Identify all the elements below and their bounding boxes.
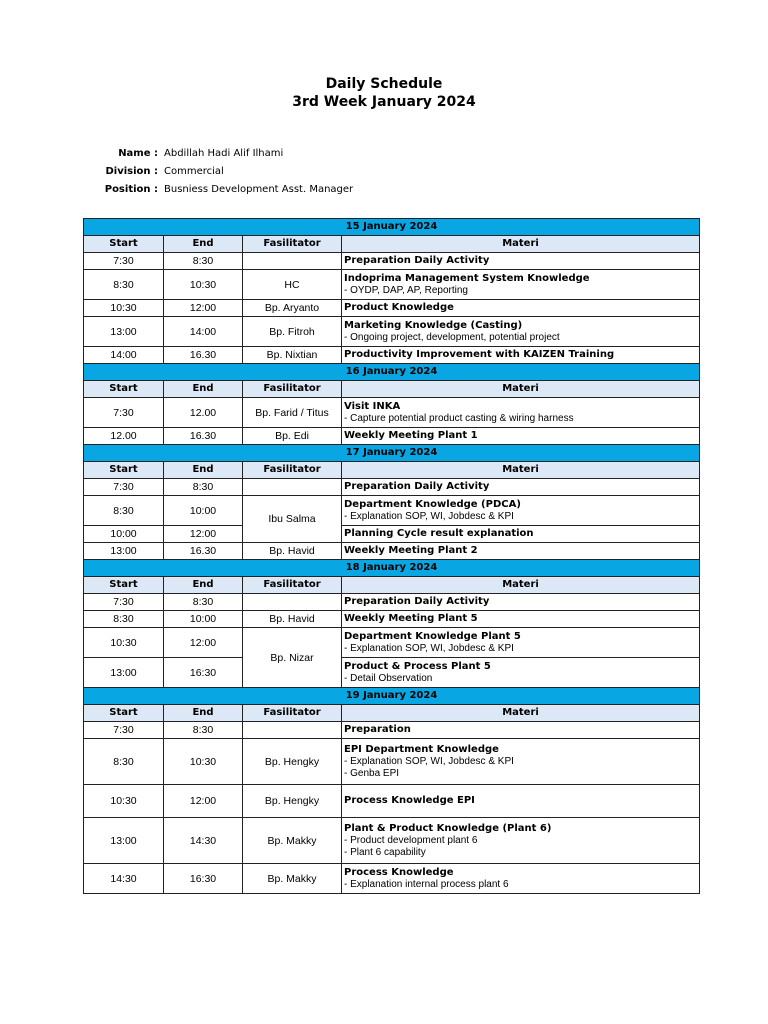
column-header-row [84,705,700,722]
end-time: 16.30 [164,428,243,445]
materi-title: Preparation Daily Activity [344,481,490,492]
day-header-row [84,445,700,462]
materi-title: Weekly Meeting Plant 2 [344,545,478,556]
start-time: 8:30 [84,270,164,300]
day-date: 18 January 2024 [84,560,700,577]
end-time: 16.30 [164,347,243,364]
materi-title: Weekly Meeting Plant 1 [344,430,478,441]
end-time: 10:30 [164,739,243,785]
end-time: 8:30 [164,253,243,270]
materi-title: Indoprima Management System Knowledge [344,272,590,284]
start-time: 10:30 [84,628,164,658]
materi-title: Productivity Improvement with KAIZEN Training [344,349,615,360]
day-date: 17 January 2024 [84,445,700,462]
start-time: 7:30 [84,398,164,428]
materi-title: Process Knowledge [344,866,454,878]
materi-detail: - Explanation internal process plant 6 [344,878,509,890]
materi-cell [342,270,700,300]
col-materi-header: Materi [342,577,700,594]
materi-cell [342,300,700,317]
materi-detail: - Explanation SOP, WI, Jobdesc & KPI [344,642,514,654]
start-time: 7:30 [84,479,164,496]
materi-title: Preparation Daily Activity [344,596,490,607]
materi-cell [342,611,700,628]
division-label: Division : [105,166,158,177]
materi-title: Department Knowledge Plant 5 [344,630,521,642]
facilitator: Bp. Nizar [243,628,342,688]
column-header-row [84,462,700,479]
facilitator [243,594,342,611]
col-start-header: Start [84,705,164,722]
col-facilitator-header: Fasilitator [243,381,342,398]
start-time: 8:30 [84,496,164,526]
facilitator: Bp. Aryanto [243,300,342,317]
start-time: 8:30 [84,611,164,628]
start-time: 14:00 [84,347,164,364]
facilitator: Bp. Edi [243,428,342,445]
materi-detail: - Product development plant 6 [344,834,478,846]
table-row [84,479,700,496]
facilitator: Bp. Havid [243,611,342,628]
day-date: 16 January 2024 [84,364,700,381]
start-time: 7:30 [84,594,164,611]
table-row [84,543,700,560]
col-start-header: Start [84,381,164,398]
materi-title: Visit INKA [344,400,401,412]
materi-detail: - Explanation SOP, WI, Jobdesc & KPI [344,755,514,767]
position-label: Position : [104,184,158,195]
table-row [84,594,700,611]
info-division-row [80,166,224,177]
end-time: 16:30 [164,864,243,894]
materi-title: Process Knowledge EPI [344,795,475,806]
materi-cell [342,658,700,688]
end-time: 10:30 [164,270,243,300]
start-time: 10:30 [84,785,164,818]
materi-detail: - Plant 6 capability [344,846,426,858]
facilitator: Bp. Makky [243,818,342,864]
materi-cell [342,398,700,428]
name-label: Name : [118,148,158,159]
end-time: 14:30 [164,818,243,864]
materi-title: Planning Cycle result explanation [344,528,534,539]
start-time: 10:00 [84,526,164,543]
facilitator: Bp. Fitroh [243,317,342,347]
materi-cell [342,253,700,270]
table-row [84,739,700,785]
start-time: 7:30 [84,722,164,739]
materi-cell [342,496,700,526]
col-facilitator-header: Fasilitator [243,236,342,253]
table-row [84,611,700,628]
materi-title: Product & Process Plant 5 [344,660,491,672]
col-end-header: End [164,236,243,253]
info-name-row [80,148,283,159]
table-row [84,785,700,818]
col-start-header: Start [84,462,164,479]
table-row [84,722,700,739]
column-header-row [84,381,700,398]
table-row [84,496,700,526]
day-header-row [84,688,700,705]
materi-cell [342,722,700,739]
col-end-header: End [164,462,243,479]
materi-title: Weekly Meeting Plant 5 [344,613,478,624]
materi-detail: - Explanation SOP, WI, Jobdesc & KPI [344,510,514,522]
materi-cell [342,479,700,496]
facilitator: Bp. Hengky [243,785,342,818]
col-materi-header: Materi [342,462,700,479]
day-date: 15 January 2024 [84,219,700,236]
materi-cell [342,785,700,818]
position-value: Busniess Development Asst. Manager [164,184,354,195]
column-header-row [84,236,700,253]
end-time: 12:00 [164,785,243,818]
facilitator [243,722,342,739]
day-header-row [84,364,700,381]
table-row [84,428,700,445]
facilitator: Ibu Salma [243,496,342,543]
name-value: Abdillah Hadi Alif Ilhami [164,148,284,159]
table-row [84,317,700,347]
end-time: 12:00 [164,628,243,658]
division-value: Commercial [164,166,224,177]
materi-cell [342,317,700,347]
start-time: 13:00 [84,818,164,864]
col-start-header: Start [84,577,164,594]
materi-detail: - OYDP, DAP, AP, Reporting [344,284,468,296]
facilitator: Bp. Nixtian [243,347,342,364]
facilitator: HC [243,270,342,300]
table-row [84,526,700,543]
column-header-row [84,577,700,594]
materi-cell [342,818,700,864]
materi-detail: - Genba EPI [344,767,400,779]
col-end-header: End [164,577,243,594]
start-time: 7:30 [84,253,164,270]
end-time: 12:00 [164,526,243,543]
materi-cell [342,428,700,445]
info-position-row [80,184,353,195]
col-end-header: End [164,705,243,722]
start-time: 13:00 [84,658,164,688]
table-row [84,864,700,894]
col-materi-header: Materi [342,236,700,253]
materi-title: Marketing Knowledge (Casting) [344,319,523,331]
materi-cell [342,594,700,611]
start-time: 14:30 [84,864,164,894]
materi-cell [342,543,700,560]
end-time: 8:30 [164,479,243,496]
materi-cell [342,347,700,364]
table-row [84,300,700,317]
end-time: 12:00 [164,300,243,317]
table-row [84,818,700,864]
table-row [84,270,700,300]
col-start-header: Start [84,236,164,253]
start-time: 12.00 [84,428,164,445]
end-time: 8:30 [164,722,243,739]
table-row [84,628,700,658]
materi-cell [342,739,700,785]
facilitator [243,253,342,270]
facilitator [243,479,342,496]
materi-cell [342,526,700,543]
materi-detail: - Capture potential product casting & wiring harness [344,412,574,424]
end-time: 12.00 [164,398,243,428]
col-end-header: End [164,381,243,398]
facilitator: Bp. Hengky [243,739,342,785]
facilitator: Bp. Havid [243,543,342,560]
materi-detail: - Ongoing project, development, potential project [344,331,560,343]
table-row [84,658,700,688]
end-time: 16.30 [164,543,243,560]
day-header-row [84,560,700,577]
schedule-table [83,218,700,894]
page-subtitle: 3rd Week January 2024 [292,94,476,110]
start-time: 10:30 [84,300,164,317]
materi-detail: - Detail Observation [344,672,433,684]
day-header-row [84,219,700,236]
table-row [84,398,700,428]
start-time: 13:00 [84,543,164,560]
materi-title: Preparation Daily Activity [344,255,490,266]
start-time: 8:30 [84,739,164,785]
end-time: 14:00 [164,317,243,347]
end-time: 8:30 [164,594,243,611]
start-time: 13:00 [84,317,164,347]
end-time: 16:30 [164,658,243,688]
materi-cell [342,628,700,658]
page-title: Daily Schedule [325,76,443,92]
col-facilitator-header: Fasilitator [243,462,342,479]
col-facilitator-header: Fasilitator [243,705,342,722]
table-row [84,253,700,270]
materi-title: Department Knowledge (PDCA) [344,498,521,510]
materi-cell [342,864,700,894]
end-time: 10:00 [164,496,243,526]
table-row [84,347,700,364]
materi-title: Plant & Product Knowledge (Plant 6) [344,822,552,834]
col-facilitator-header: Fasilitator [243,577,342,594]
col-materi-header: Materi [342,381,700,398]
materi-title: EPI Department Knowledge [344,743,499,755]
materi-title: Product Knowledge [344,302,454,313]
day-date: 19 January 2024 [84,688,700,705]
end-time: 10:00 [164,611,243,628]
facilitator: Bp. Makky [243,864,342,894]
facilitator: Bp. Farid / Titus [243,398,342,428]
col-materi-header: Materi [342,705,700,722]
materi-title: Preparation [344,724,411,735]
